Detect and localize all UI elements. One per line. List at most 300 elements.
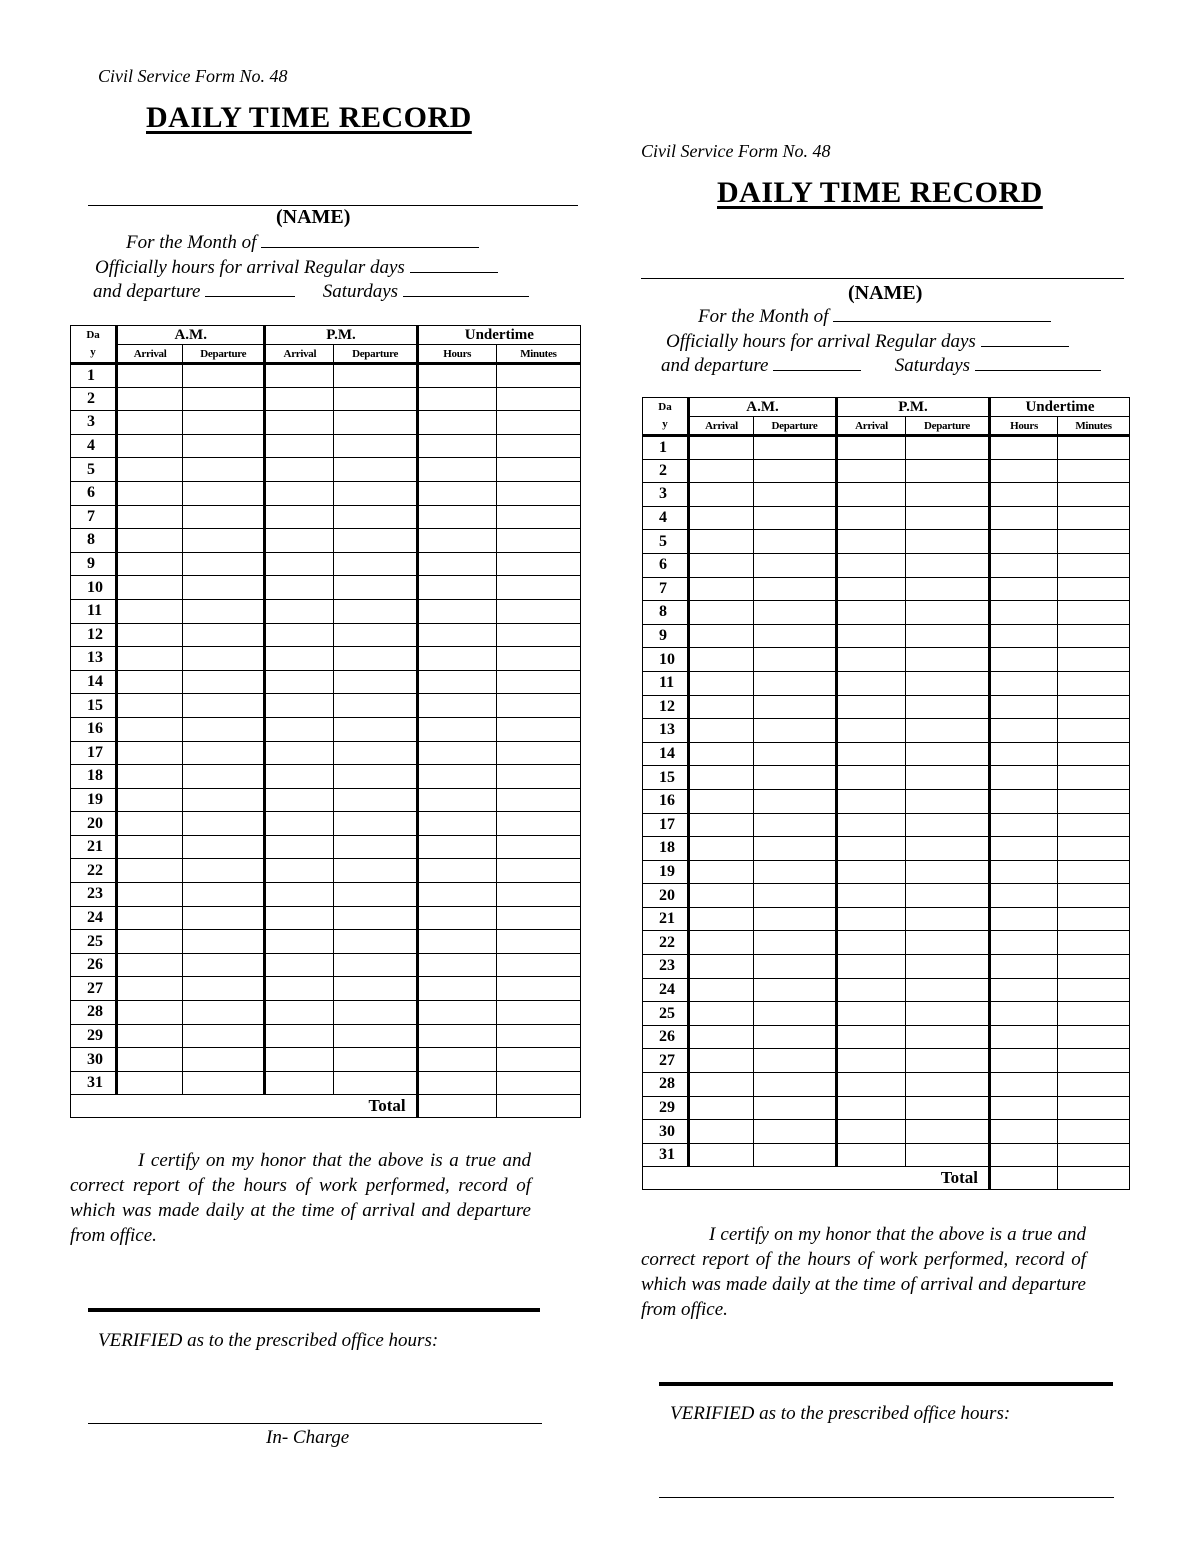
undertime-minutes-cell[interactable]: [496, 529, 580, 553]
am-departure-cell[interactable]: [754, 1096, 837, 1120]
pm-departure-cell[interactable]: [906, 742, 990, 766]
undertime-hours-cell[interactable]: [417, 717, 496, 741]
pm-arrival-cell[interactable]: [265, 434, 334, 458]
undertime-hours-cell[interactable]: [417, 694, 496, 718]
pm-departure-cell[interactable]: [334, 364, 417, 388]
in-charge-signature-line[interactable]: [659, 1497, 1114, 1498]
undertime-minutes-cell[interactable]: [496, 1001, 580, 1025]
undertime-minutes-cell[interactable]: [496, 576, 580, 600]
am-arrival-cell[interactable]: [689, 860, 754, 884]
am-departure-cell[interactable]: [754, 884, 837, 908]
am-departure-cell[interactable]: [183, 977, 265, 1001]
pm-arrival-cell[interactable]: [265, 859, 334, 883]
pm-arrival-cell[interactable]: [265, 411, 334, 435]
undertime-hours-cell[interactable]: [417, 623, 496, 647]
pm-departure-cell[interactable]: [334, 647, 417, 671]
pm-departure-cell[interactable]: [906, 1096, 990, 1120]
am-arrival-cell[interactable]: [689, 1049, 754, 1073]
undertime-hours-cell[interactable]: [990, 907, 1058, 931]
am-arrival-cell[interactable]: [117, 906, 183, 930]
pm-arrival-cell[interactable]: [265, 505, 334, 529]
pm-arrival-cell[interactable]: [837, 601, 906, 625]
am-arrival-cell[interactable]: [689, 1073, 754, 1097]
undertime-hours-cell[interactable]: [990, 436, 1058, 460]
am-arrival-cell[interactable]: [689, 1002, 754, 1026]
undertime-minutes-cell[interactable]: [496, 953, 580, 977]
pm-departure-cell[interactable]: [906, 1049, 990, 1073]
am-arrival-cell[interactable]: [689, 1096, 754, 1120]
pm-arrival-cell[interactable]: [837, 955, 906, 979]
pm-departure-cell[interactable]: [334, 1071, 417, 1095]
undertime-minutes-cell[interactable]: [496, 906, 580, 930]
am-departure-cell[interactable]: [754, 813, 837, 837]
pm-arrival-cell[interactable]: [265, 765, 334, 789]
am-arrival-cell[interactable]: [117, 1001, 183, 1025]
pm-arrival-cell[interactable]: [265, 529, 334, 553]
am-arrival-cell[interactable]: [689, 931, 754, 955]
undertime-hours-cell[interactable]: [417, 1048, 496, 1072]
pm-departure-cell[interactable]: [906, 1002, 990, 1026]
am-departure-cell[interactable]: [754, 483, 837, 507]
undertime-hours-cell[interactable]: [990, 506, 1058, 530]
undertime-hours-cell[interactable]: [990, 1096, 1058, 1120]
am-arrival-cell[interactable]: [117, 364, 183, 388]
am-departure-cell[interactable]: [183, 458, 265, 482]
pm-arrival-cell[interactable]: [265, 930, 334, 954]
undertime-hours-cell[interactable]: [417, 364, 496, 388]
undertime-hours-cell[interactable]: [417, 647, 496, 671]
pm-arrival-cell[interactable]: [265, 835, 334, 859]
undertime-hours-cell[interactable]: [990, 766, 1058, 790]
pm-arrival-cell[interactable]: [265, 694, 334, 718]
undertime-hours-cell[interactable]: [417, 481, 496, 505]
undertime-hours-cell[interactable]: [990, 978, 1058, 1002]
am-arrival-cell[interactable]: [117, 1048, 183, 1072]
am-departure-cell[interactable]: [183, 741, 265, 765]
am-departure-cell[interactable]: [183, 623, 265, 647]
am-arrival-cell[interactable]: [117, 387, 183, 411]
am-departure-cell[interactable]: [754, 955, 837, 979]
pm-arrival-cell[interactable]: [265, 552, 334, 576]
pm-departure-cell[interactable]: [334, 835, 417, 859]
undertime-minutes-cell[interactable]: [496, 411, 580, 435]
undertime-minutes-cell[interactable]: [1058, 624, 1130, 648]
am-arrival-cell[interactable]: [689, 766, 754, 790]
undertime-minutes-cell[interactable]: [1058, 1073, 1130, 1097]
am-departure-cell[interactable]: [754, 1025, 837, 1049]
pm-arrival-cell[interactable]: [837, 436, 906, 460]
undertime-minutes-cell[interactable]: [496, 977, 580, 1001]
undertime-minutes-cell[interactable]: [496, 1071, 580, 1095]
undertime-hours-cell[interactable]: [990, 955, 1058, 979]
undertime-hours-cell[interactable]: [990, 1002, 1058, 1026]
pm-departure-cell[interactable]: [906, 577, 990, 601]
am-arrival-cell[interactable]: [689, 483, 754, 507]
am-arrival-cell[interactable]: [117, 812, 183, 836]
am-departure-cell[interactable]: [183, 1001, 265, 1025]
undertime-hours-cell[interactable]: [990, 695, 1058, 719]
undertime-minutes-cell[interactable]: [496, 647, 580, 671]
employee-signature-line[interactable]: [659, 1382, 1113, 1386]
undertime-hours-cell[interactable]: [417, 552, 496, 576]
am-arrival-cell[interactable]: [689, 1120, 754, 1144]
undertime-minutes-cell[interactable]: [496, 552, 580, 576]
undertime-minutes-cell[interactable]: [1058, 483, 1130, 507]
pm-departure-cell[interactable]: [906, 789, 990, 813]
pm-arrival-cell[interactable]: [265, 647, 334, 671]
am-departure-cell[interactable]: [754, 1002, 837, 1026]
am-arrival-cell[interactable]: [117, 788, 183, 812]
am-departure-cell[interactable]: [183, 930, 265, 954]
am-departure-cell[interactable]: [183, 906, 265, 930]
undertime-hours-cell[interactable]: [417, 529, 496, 553]
undertime-minutes-cell[interactable]: [496, 930, 580, 954]
am-departure-cell[interactable]: [183, 552, 265, 576]
undertime-hours-cell[interactable]: [990, 459, 1058, 483]
pm-arrival-cell[interactable]: [265, 1024, 334, 1048]
am-arrival-cell[interactable]: [689, 530, 754, 554]
am-arrival-cell[interactable]: [117, 835, 183, 859]
pm-departure-cell[interactable]: [906, 813, 990, 837]
pm-departure-cell[interactable]: [906, 978, 990, 1002]
pm-departure-cell[interactable]: [334, 623, 417, 647]
pm-arrival-cell[interactable]: [265, 1048, 334, 1072]
pm-departure-cell[interactable]: [334, 434, 417, 458]
pm-arrival-cell[interactable]: [837, 978, 906, 1002]
pm-arrival-cell[interactable]: [837, 884, 906, 908]
am-arrival-cell[interactable]: [689, 577, 754, 601]
am-arrival-cell[interactable]: [117, 717, 183, 741]
departure-blank[interactable]: [205, 282, 295, 297]
pm-arrival-cell[interactable]: [265, 788, 334, 812]
am-departure-cell[interactable]: [183, 883, 265, 907]
am-departure-cell[interactable]: [183, 364, 265, 388]
undertime-hours-cell[interactable]: [990, 1120, 1058, 1144]
undertime-hours-cell[interactable]: [417, 883, 496, 907]
pm-arrival-cell[interactable]: [837, 860, 906, 884]
undertime-minutes-cell[interactable]: [1058, 742, 1130, 766]
pm-arrival-cell[interactable]: [265, 576, 334, 600]
undertime-hours-cell[interactable]: [990, 742, 1058, 766]
pm-departure-cell[interactable]: [906, 884, 990, 908]
pm-arrival-cell[interactable]: [265, 1071, 334, 1095]
pm-arrival-cell[interactable]: [265, 741, 334, 765]
pm-departure-cell[interactable]: [906, 907, 990, 931]
undertime-minutes-cell[interactable]: [1058, 648, 1130, 672]
am-departure-cell[interactable]: [754, 978, 837, 1002]
pm-arrival-cell[interactable]: [837, 624, 906, 648]
am-departure-cell[interactable]: [183, 411, 265, 435]
undertime-hours-cell[interactable]: [417, 411, 496, 435]
pm-arrival-cell[interactable]: [837, 1049, 906, 1073]
pm-departure-cell[interactable]: [334, 576, 417, 600]
pm-departure-cell[interactable]: [334, 481, 417, 505]
undertime-hours-cell[interactable]: [990, 860, 1058, 884]
am-arrival-cell[interactable]: [117, 977, 183, 1001]
pm-arrival-cell[interactable]: [837, 553, 906, 577]
am-arrival-cell[interactable]: [117, 694, 183, 718]
am-arrival-cell[interactable]: [689, 837, 754, 861]
pm-departure-cell[interactable]: [334, 741, 417, 765]
pm-arrival-cell[interactable]: [837, 837, 906, 861]
am-arrival-cell[interactable]: [689, 813, 754, 837]
undertime-hours-cell[interactable]: [417, 1071, 496, 1095]
am-arrival-cell[interactable]: [117, 552, 183, 576]
pm-departure-cell[interactable]: [906, 1120, 990, 1144]
am-arrival-cell[interactable]: [689, 789, 754, 813]
am-departure-cell[interactable]: [754, 837, 837, 861]
pm-departure-cell[interactable]: [906, 931, 990, 955]
pm-departure-cell[interactable]: [906, 648, 990, 672]
pm-departure-cell[interactable]: [334, 788, 417, 812]
undertime-hours-cell[interactable]: [990, 530, 1058, 554]
pm-arrival-cell[interactable]: [265, 599, 334, 623]
pm-arrival-cell[interactable]: [265, 883, 334, 907]
am-departure-cell[interactable]: [754, 1049, 837, 1073]
month-blank[interactable]: [833, 307, 1051, 322]
pm-departure-cell[interactable]: [906, 955, 990, 979]
am-departure-cell[interactable]: [183, 953, 265, 977]
pm-departure-cell[interactable]: [334, 765, 417, 789]
am-arrival-cell[interactable]: [689, 907, 754, 931]
pm-arrival-cell[interactable]: [265, 1001, 334, 1025]
undertime-hours-cell[interactable]: [990, 813, 1058, 837]
undertime-minutes-cell[interactable]: [1058, 695, 1130, 719]
pm-arrival-cell[interactable]: [837, 907, 906, 931]
undertime-minutes-cell[interactable]: [496, 741, 580, 765]
am-arrival-cell[interactable]: [117, 647, 183, 671]
undertime-hours-cell[interactable]: [417, 434, 496, 458]
pm-departure-cell[interactable]: [906, 483, 990, 507]
am-departure-cell[interactable]: [183, 481, 265, 505]
undertime-hours-cell[interactable]: [990, 719, 1058, 743]
undertime-minutes-cell[interactable]: [496, 835, 580, 859]
undertime-minutes-cell[interactable]: [1058, 530, 1130, 554]
undertime-minutes-cell[interactable]: [1058, 813, 1130, 837]
pm-arrival-cell[interactable]: [837, 577, 906, 601]
am-arrival-cell[interactable]: [117, 1071, 183, 1095]
undertime-minutes-cell[interactable]: [1058, 671, 1130, 695]
pm-departure-cell[interactable]: [906, 601, 990, 625]
pm-departure-cell[interactable]: [334, 906, 417, 930]
undertime-minutes-cell[interactable]: [1058, 1002, 1130, 1026]
undertime-minutes-cell[interactable]: [1058, 837, 1130, 861]
pm-arrival-cell[interactable]: [837, 483, 906, 507]
pm-departure-cell[interactable]: [906, 719, 990, 743]
undertime-minutes-cell[interactable]: [496, 458, 580, 482]
pm-departure-cell[interactable]: [334, 694, 417, 718]
pm-departure-cell[interactable]: [334, 505, 417, 529]
pm-departure-cell[interactable]: [906, 506, 990, 530]
pm-arrival-cell[interactable]: [837, 766, 906, 790]
undertime-minutes-cell[interactable]: [1058, 1049, 1130, 1073]
am-departure-cell[interactable]: [183, 717, 265, 741]
undertime-hours-cell[interactable]: [417, 387, 496, 411]
in-charge-signature-line[interactable]: [88, 1423, 542, 1424]
undertime-hours-cell[interactable]: [990, 837, 1058, 861]
departure-blank[interactable]: [773, 356, 861, 371]
am-arrival-cell[interactable]: [117, 529, 183, 553]
pm-departure-cell[interactable]: [334, 717, 417, 741]
am-arrival-cell[interactable]: [689, 719, 754, 743]
am-arrival-cell[interactable]: [117, 623, 183, 647]
undertime-minutes-cell[interactable]: [1058, 884, 1130, 908]
undertime-hours-cell[interactable]: [990, 671, 1058, 695]
am-arrival-cell[interactable]: [117, 670, 183, 694]
pm-departure-cell[interactable]: [906, 671, 990, 695]
pm-departure-cell[interactable]: [906, 837, 990, 861]
am-arrival-cell[interactable]: [689, 742, 754, 766]
pm-arrival-cell[interactable]: [837, 931, 906, 955]
undertime-minutes-cell[interactable]: [496, 883, 580, 907]
pm-departure-cell[interactable]: [906, 530, 990, 554]
am-departure-cell[interactable]: [183, 788, 265, 812]
saturdays-blank[interactable]: [975, 356, 1101, 371]
undertime-minutes-cell[interactable]: [1058, 506, 1130, 530]
am-departure-cell[interactable]: [754, 789, 837, 813]
pm-departure-cell[interactable]: [334, 411, 417, 435]
pm-arrival-cell[interactable]: [265, 906, 334, 930]
pm-arrival-cell[interactable]: [837, 719, 906, 743]
undertime-hours-cell[interactable]: [990, 1025, 1058, 1049]
pm-departure-cell[interactable]: [334, 1001, 417, 1025]
undertime-minutes-cell[interactable]: [1058, 978, 1130, 1002]
pm-arrival-cell[interactable]: [837, 648, 906, 672]
am-arrival-cell[interactable]: [117, 859, 183, 883]
undertime-hours-cell[interactable]: [990, 483, 1058, 507]
pm-departure-cell[interactable]: [334, 930, 417, 954]
am-departure-cell[interactable]: [183, 599, 265, 623]
undertime-minutes-cell[interactable]: [496, 765, 580, 789]
am-arrival-cell[interactable]: [689, 978, 754, 1002]
am-arrival-cell[interactable]: [117, 576, 183, 600]
am-departure-cell[interactable]: [754, 624, 837, 648]
pm-departure-cell[interactable]: [906, 1025, 990, 1049]
undertime-minutes-cell[interactable]: [496, 505, 580, 529]
am-departure-cell[interactable]: [183, 505, 265, 529]
undertime-minutes-cell[interactable]: [496, 1024, 580, 1048]
undertime-minutes-cell[interactable]: [1058, 1096, 1130, 1120]
undertime-minutes-cell[interactable]: [1058, 1143, 1130, 1167]
undertime-minutes-cell[interactable]: [496, 859, 580, 883]
pm-departure-cell[interactable]: [334, 977, 417, 1001]
pm-arrival-cell[interactable]: [265, 812, 334, 836]
am-departure-cell[interactable]: [754, 907, 837, 931]
am-arrival-cell[interactable]: [117, 434, 183, 458]
undertime-minutes-cell[interactable]: [496, 788, 580, 812]
pm-departure-cell[interactable]: [334, 1048, 417, 1072]
undertime-minutes-cell[interactable]: [1058, 436, 1130, 460]
undertime-minutes-cell[interactable]: [1058, 601, 1130, 625]
pm-arrival-cell[interactable]: [265, 623, 334, 647]
pm-departure-cell[interactable]: [906, 860, 990, 884]
undertime-minutes-cell[interactable]: [496, 623, 580, 647]
pm-arrival-cell[interactable]: [837, 742, 906, 766]
pm-departure-cell[interactable]: [334, 458, 417, 482]
undertime-minutes-cell[interactable]: [1058, 553, 1130, 577]
am-departure-cell[interactable]: [754, 1073, 837, 1097]
undertime-hours-cell[interactable]: [990, 1049, 1058, 1073]
undertime-hours-cell[interactable]: [417, 741, 496, 765]
total-minutes-cell[interactable]: [1058, 1167, 1130, 1190]
pm-arrival-cell[interactable]: [837, 506, 906, 530]
am-departure-cell[interactable]: [183, 434, 265, 458]
am-departure-cell[interactable]: [754, 436, 837, 460]
am-departure-cell[interactable]: [183, 576, 265, 600]
am-arrival-cell[interactable]: [117, 458, 183, 482]
undertime-minutes-cell[interactable]: [496, 812, 580, 836]
am-departure-cell[interactable]: [183, 1071, 265, 1095]
undertime-hours-cell[interactable]: [990, 1143, 1058, 1167]
am-arrival-cell[interactable]: [689, 601, 754, 625]
undertime-hours-cell[interactable]: [417, 458, 496, 482]
pm-departure-cell[interactable]: [906, 766, 990, 790]
am-departure-cell[interactable]: [754, 530, 837, 554]
undertime-hours-cell[interactable]: [990, 553, 1058, 577]
pm-departure-cell[interactable]: [334, 1024, 417, 1048]
pm-arrival-cell[interactable]: [265, 481, 334, 505]
total-hours-cell[interactable]: [417, 1095, 496, 1118]
am-arrival-cell[interactable]: [689, 506, 754, 530]
am-departure-cell[interactable]: [754, 671, 837, 695]
pm-arrival-cell[interactable]: [265, 458, 334, 482]
undertime-minutes-cell[interactable]: [1058, 907, 1130, 931]
undertime-minutes-cell[interactable]: [496, 717, 580, 741]
pm-arrival-cell[interactable]: [265, 364, 334, 388]
regular-days-blank[interactable]: [981, 332, 1069, 347]
undertime-minutes-cell[interactable]: [1058, 719, 1130, 743]
pm-arrival-cell[interactable]: [837, 1073, 906, 1097]
pm-arrival-cell[interactable]: [265, 717, 334, 741]
undertime-minutes-cell[interactable]: [496, 1048, 580, 1072]
am-arrival-cell[interactable]: [689, 1025, 754, 1049]
undertime-hours-cell[interactable]: [417, 906, 496, 930]
undertime-minutes-cell[interactable]: [496, 670, 580, 694]
undertime-hours-cell[interactable]: [417, 953, 496, 977]
undertime-minutes-cell[interactable]: [1058, 577, 1130, 601]
pm-departure-cell[interactable]: [334, 812, 417, 836]
am-arrival-cell[interactable]: [689, 624, 754, 648]
undertime-hours-cell[interactable]: [990, 624, 1058, 648]
undertime-hours-cell[interactable]: [990, 884, 1058, 908]
am-arrival-cell[interactable]: [117, 930, 183, 954]
undertime-hours-cell[interactable]: [417, 835, 496, 859]
undertime-minutes-cell[interactable]: [496, 387, 580, 411]
am-arrival-cell[interactable]: [689, 553, 754, 577]
am-departure-cell[interactable]: [754, 1120, 837, 1144]
am-arrival-cell[interactable]: [117, 953, 183, 977]
pm-departure-cell[interactable]: [334, 529, 417, 553]
undertime-hours-cell[interactable]: [417, 930, 496, 954]
am-arrival-cell[interactable]: [689, 648, 754, 672]
am-arrival-cell[interactable]: [117, 505, 183, 529]
am-arrival-cell[interactable]: [689, 436, 754, 460]
am-departure-cell[interactable]: [754, 695, 837, 719]
regular-days-blank[interactable]: [410, 258, 498, 273]
pm-arrival-cell[interactable]: [837, 1120, 906, 1144]
pm-departure-cell[interactable]: [334, 883, 417, 907]
undertime-minutes-cell[interactable]: [496, 434, 580, 458]
am-arrival-cell[interactable]: [117, 765, 183, 789]
undertime-minutes-cell[interactable]: [496, 599, 580, 623]
pm-arrival-cell[interactable]: [837, 671, 906, 695]
undertime-hours-cell[interactable]: [990, 601, 1058, 625]
undertime-hours-cell[interactable]: [990, 789, 1058, 813]
pm-departure-cell[interactable]: [906, 695, 990, 719]
pm-arrival-cell[interactable]: [265, 977, 334, 1001]
undertime-minutes-cell[interactable]: [496, 481, 580, 505]
saturdays-blank[interactable]: [403, 282, 529, 297]
